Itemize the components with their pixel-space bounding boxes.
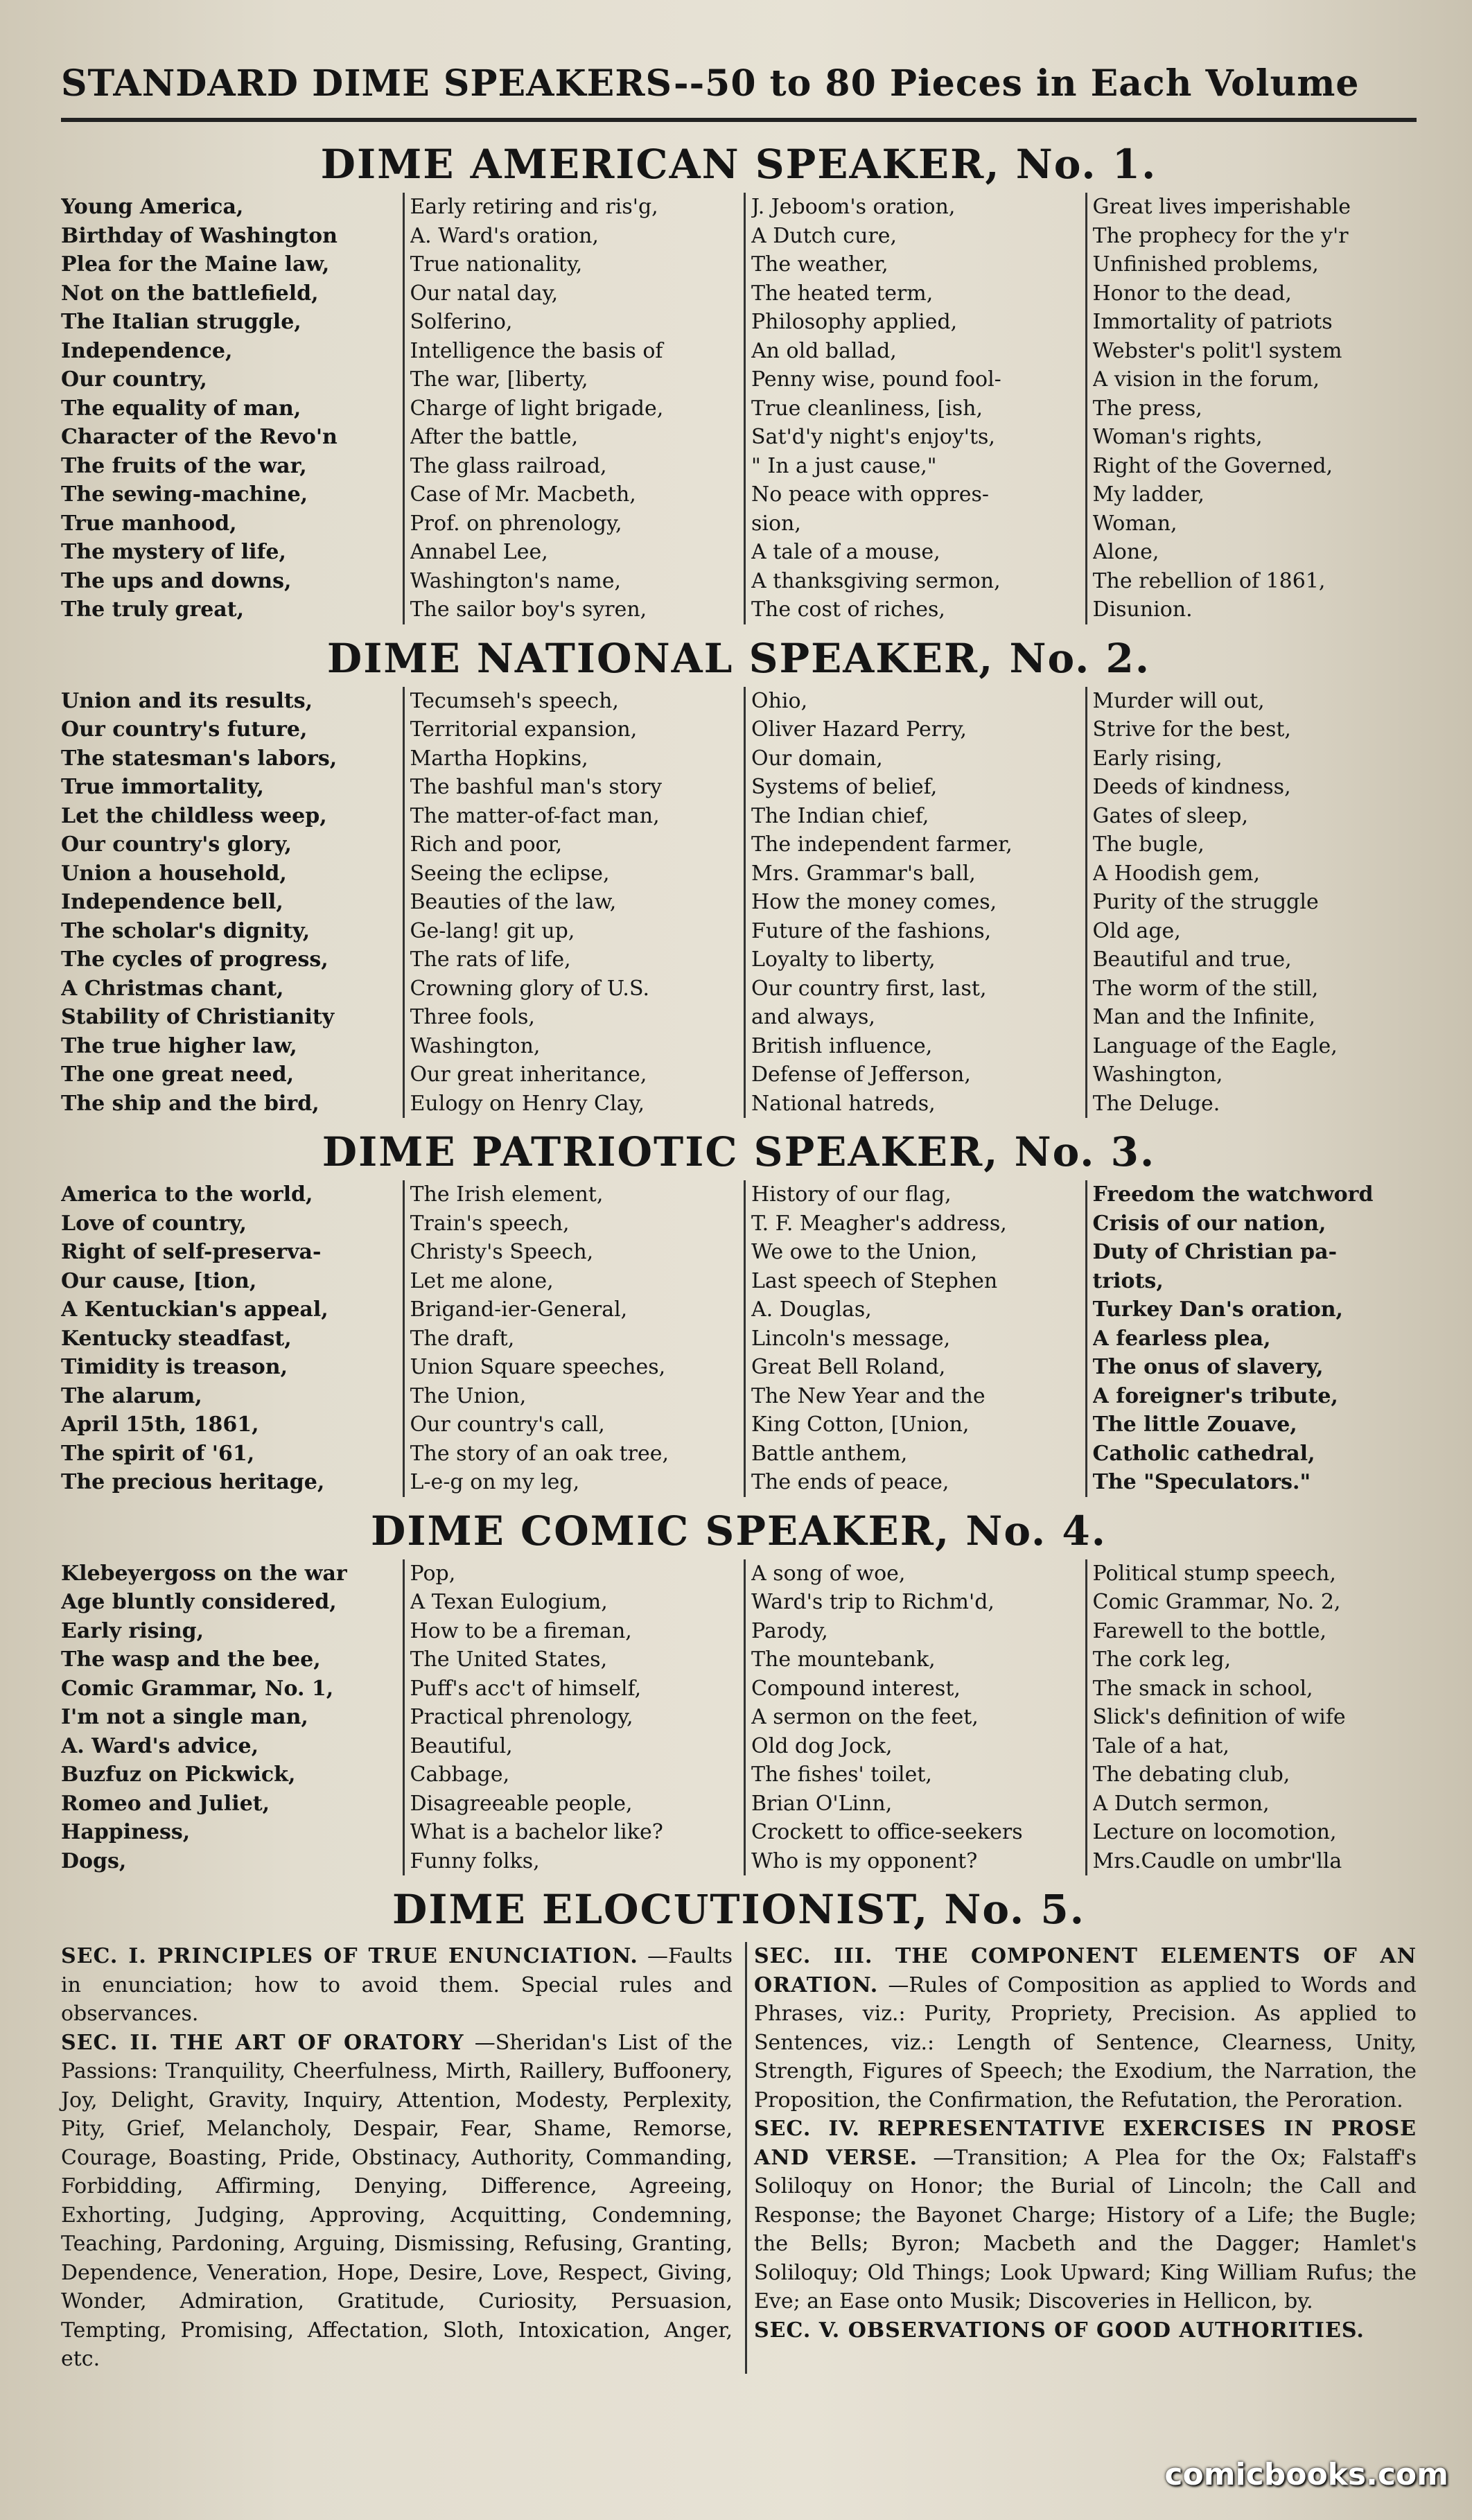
list-item: The one great need, [61,1062,295,1087]
list-item: Martha Hopkins, [410,746,588,771]
list-item: Future of the fashions, [751,918,992,943]
list-item: Eulogy on Henry Clay, [410,1091,645,1116]
list-item: The New Year and the [751,1383,985,1408]
list-item: True immortality, [61,775,264,799]
list-item: Systems of belief, [751,775,938,799]
list-item: The rats of life, [410,947,571,972]
list-item: Solferino, [410,310,513,334]
list-item: A thanksgiving sermon, [751,568,1001,593]
list-item: True manhood, [61,511,237,536]
list-item: Our country's glory, [61,832,292,857]
list-item: Sat'd'y night's enjoy'ts, [751,425,995,449]
list-item: Disagreeable people, [410,1791,633,1816]
list-item: Love of country, [61,1211,247,1236]
list-item: Philosophy applied, [751,310,958,334]
list-item: Right of self-preserva- [61,1240,322,1264]
list-item: A sermon on the feet, [751,1705,979,1729]
list-item: National hatreds, [751,1091,936,1116]
list-item: The story of an oak tree, [410,1441,669,1466]
list-item: The wasp and the bee, [61,1647,321,1672]
list-item: Webster's polit'l system [1092,338,1342,363]
list-item: The ups and downs, [61,568,292,593]
elocutionist-body [61,1942,1417,2374]
list-item: My ladder, [1092,482,1204,507]
list-item: The little Zouave, [1092,1412,1297,1437]
list-item: Practical phrenology, [410,1705,633,1729]
list-item: The alarum, [61,1383,202,1408]
list-item: Battle anthem, [751,1441,908,1466]
list-item: Right of the Governed, [1092,453,1333,478]
list-item: The scholar's dignity, [61,918,310,943]
list-item: Our country first, last, [751,976,987,1001]
list-item: Comic Grammar, No. 1, [61,1676,334,1701]
list-item: Funny folks, [410,1848,540,1873]
list-item: Seeing the eclipse, [410,861,610,886]
list-item: The cycles of progress, [61,947,328,972]
list-item: The independent farmer, [751,832,1013,857]
list-item: The sewing-machine, [61,482,308,507]
list-item: Woman's rights, [1092,425,1263,449]
list-item: Happiness, [61,1820,191,1844]
list-item: Train's speech, [410,1211,570,1236]
list-item: Old dog Jock, [751,1733,893,1758]
list-item: Turkey Dan's oration, [1092,1297,1343,1322]
list-item: Our natal day, [410,281,559,306]
list-item: Tecumseh's speech, [410,688,619,713]
elocutionist-title: DIME ELOCUTIONIST, No. 5. [392,1886,1085,1933]
list-item: Oliver Hazard Perry, [751,717,967,742]
list-item: The ends of peace, [751,1470,949,1494]
list-item: Klebeyergoss on the war [61,1561,347,1586]
section-columns [61,193,1417,624]
list-item: Let the childless weep, [61,803,327,828]
list-item: The cost of riches, [751,597,945,622]
list-item: Murder will out, [1092,688,1265,713]
list-item: Language of the Eagle, [1092,1033,1338,1058]
list-item: Prof. on phrenology, [410,511,622,536]
section-label: SEC. IV. REPRESENTATIVE EXERCISES IN PROSE AND VERSE. [754,2117,1417,2170]
list-item: Buzfuz on Pickwick, [61,1762,296,1787]
list-item: Puff's acc't of himself, [410,1676,642,1701]
list-item: Catholic cathedral, [1092,1441,1315,1466]
list-item: Territorial expansion, [410,717,638,742]
list-item: Man and the Infinite, [1092,1005,1316,1029]
list-item: Alone, [1092,540,1159,564]
list-item: Ge-lang! git up, [410,918,575,943]
section-column [744,193,1076,624]
list-item: Young America, [61,195,244,219]
section-title: DIME PATRIOTIC SPEAKER, No. 3. [322,1128,1156,1175]
elocutionist-paragraph [754,1942,1417,2115]
list-item: Crisis of our nation, [1092,1211,1326,1236]
list-item: The fishes' toilet, [751,1762,932,1787]
list-item: The true higher law, [61,1033,297,1058]
list-item: King Cotton, [Union, [751,1412,970,1437]
list-item: An old ballad, [751,338,897,363]
list-item: The United States, [410,1647,608,1672]
section-column [403,687,735,1119]
list-item: How the money comes, [751,890,997,914]
list-item: The draft, [410,1326,515,1351]
list-item: Stability of Christianity [61,1005,335,1029]
list-item: Not on the battlefield, [61,281,319,306]
list-item: Loyalty to liberty, [751,947,936,972]
list-item: The debating club, [1092,1762,1290,1787]
list-item: Birthday of Washington [61,223,338,248]
list-item: Early rising, [1092,746,1223,771]
list-item: A Dutch sermon, [1092,1791,1270,1816]
list-item: Washington's name, [410,568,622,593]
list-item: The weather, [751,252,888,277]
section-title: DIME AMERICAN SPEAKER, No. 1. [320,141,1157,188]
list-item: Duty of Christian pa- [1092,1240,1338,1264]
list-item: Unfinished problems, [1092,252,1319,277]
list-item: Case of Mr. Macbeth, [410,482,636,507]
list-item: Slick's definition of wife [1092,1705,1346,1729]
list-item: Farewell to the bottle, [1092,1618,1326,1643]
list-item: After the battle, [410,425,579,449]
elocutionist-paragraph [754,2316,1417,2345]
list-item: A Christmas chant, [61,976,284,1001]
section-column [744,1559,1076,1876]
list-item: Rich and poor, [410,832,563,857]
list-item: Freedom the watchword [1092,1182,1374,1207]
list-item: Independence, [61,338,233,363]
list-item: Political stump speech, [1092,1561,1336,1586]
list-item: Early retiring and ris'g, [410,195,658,219]
section-text: —Faults in enunciation; how to avoid them. Special rules and observances. [61,1944,733,2026]
section-label: SEC. V. OBSERVATIONS OF GOOD AUTHORITIES. [754,2318,1365,2343]
list-item: Tale of a hat, [1092,1733,1229,1758]
section-text: —Transition; A Plea for the Ox; Falstaff's Soliloquy on Honor; the Burial of Lincoln; the Call and Response; the Bayonet Charge; History of a Life; the Bugle; the Bells; Byron; Macbeth and the Dagger; Hamlet's Soliloquy; Old Things; Look Upward; King William Rufus; the Eve; an Ease onto Musik; Discoveries in Hellicon, by. [754,2145,1417,2313]
list-item: What is a bachelor like? [410,1820,663,1844]
list-item: Ward's trip to Richm'd, [751,1590,995,1614]
list-item: and always, [751,1005,875,1029]
list-item: The onus of slavery, [1092,1355,1324,1379]
section-label: SEC. III. THE COMPONENT ELEMENTS OF AN ORATION. [754,1944,1417,1997]
list-item: Dogs, [61,1848,127,1873]
list-item: Honor to the dead, [1092,281,1292,306]
list-item: The worm of the still, [1092,976,1319,1001]
list-item: History of our flag, [751,1182,952,1207]
section-title: DIME NATIONAL SPEAKER, No. 2. [326,634,1151,682]
list-item: Ohio, [751,688,808,713]
list-item: The prophecy for the y'r [1092,223,1349,248]
list-item: Pop, [410,1561,456,1586]
list-item: British influence, [751,1033,933,1058]
section-column [403,1559,735,1876]
list-item: Romeo and Juliet, [61,1791,270,1816]
section-column [61,1559,393,1876]
list-item: The cork leg, [1092,1647,1232,1672]
list-item: Last speech of Stephen [751,1268,998,1293]
list-item: America to the world, [61,1182,313,1207]
list-item: The Union, [410,1383,527,1408]
list-item: Intelligence the basis of [410,338,663,363]
speaker-sections [61,136,1417,1875]
list-item: The Italian struggle, [61,310,301,334]
list-item: How to be a fireman, [410,1618,632,1643]
list-item: Great Bell Roland, [751,1355,946,1379]
list-item: Old age, [1092,918,1181,943]
list-item: The press, [1092,396,1202,421]
list-item: Three fools, [410,1005,535,1029]
list-item: No peace with oppres- [751,482,990,507]
list-item: Immortality of patriots [1092,310,1333,334]
list-item: The rebellion of 1861, [1092,568,1326,593]
section-column [61,1180,393,1497]
list-item: Washington, [410,1033,541,1058]
list-item: A Texan Eulogium, [410,1590,608,1614]
list-item: Parody, [751,1618,828,1643]
list-item: Brigand-ier-General, [410,1297,628,1322]
list-item: A. Ward's advice, [61,1733,259,1758]
section-title: DIME COMIC SPEAKER, No. 4. [371,1507,1107,1555]
list-item: J. Jeboom's oration, [751,195,956,219]
list-item: Lecture on locomotion, [1092,1820,1337,1844]
list-item: Comic Grammar, No. 2, [1092,1590,1341,1614]
section-column [1085,193,1417,624]
list-item: Beautiful, [410,1733,513,1758]
list-item: Charge of light brigade, [410,396,664,421]
elocutionist-paragraph [61,1942,733,2029]
list-item: Mrs.Caudle on umbr'lla [1092,1848,1342,1873]
list-item: Beautiful and true, [1092,947,1292,972]
list-item: Our country's call, [410,1412,605,1437]
list-item: The Deluge. [1092,1091,1220,1116]
list-item: Christy's Speech, [410,1240,594,1264]
elocutionist-right-column [745,1942,1417,2374]
list-item: Mrs. Grammar's ball, [751,861,976,886]
section-column [1085,687,1417,1119]
elocutionist-left-column [61,1942,733,2374]
list-item: Purity of the struggle [1092,890,1319,914]
list-item: April 15th, 1861, [61,1412,259,1437]
list-item: Cabbage, [410,1762,510,1787]
watermark: comicbooks.com [1164,2457,1448,2492]
list-item: Beauties of the law, [410,890,617,914]
list-item: Union Square speeches, [410,1355,666,1379]
section-label: SEC. I. PRINCIPLES OF TRUE ENUNCIATION. [61,1944,638,1968]
section-columns [61,1559,1417,1876]
list-item: I'm not a single man, [61,1705,308,1729]
section-columns [61,687,1417,1119]
list-item: The sailor boy's syren, [410,597,647,622]
list-item: Crowning glory of U.S. [410,976,649,1001]
list-item: Woman, [1092,511,1177,536]
list-item: The bashful man's story [410,775,663,799]
list-item: Washington, [1092,1062,1223,1087]
list-item: True nationality, [410,252,583,277]
list-item: Great lives imperishable [1092,195,1351,219]
section-column [1085,1559,1417,1876]
list-item: Union and its results, [61,688,313,713]
section-columns [61,1180,1417,1497]
list-item: The equality of man, [61,396,301,421]
list-item: A fearless plea, [1092,1326,1271,1351]
list-item: A foreigner's tribute, [1092,1383,1338,1408]
list-item: A tale of a mouse, [751,540,940,564]
list-item: Early rising, [61,1618,204,1643]
list-item: A Dutch cure, [751,223,897,248]
list-item: Our great inheritance, [410,1062,647,1087]
list-item: Independence bell, [61,890,283,914]
list-item: A song of woe, [751,1561,906,1586]
list-item: Character of the Revo'n [61,425,338,449]
section-column [403,1180,735,1497]
list-item: The mystery of life, [61,540,286,564]
list-item: The spirit of '61, [61,1441,255,1466]
section-column [61,687,393,1119]
list-item: The fruits of the war, [61,453,307,478]
list-item: The heated term, [751,281,934,306]
section-column [744,687,1076,1119]
list-item: Our cause, [tion, [61,1268,257,1293]
list-item: The precious heritage, [61,1470,325,1494]
list-item: The mountebank, [751,1647,936,1672]
list-item: Age bluntly considered, [61,1590,337,1614]
list-item: The statesman's labors, [61,746,338,771]
list-item: Our domain, [751,746,883,771]
list-item: The bugle, [1092,832,1204,857]
list-item: Disunion. [1092,597,1193,622]
list-item: Timidity is treason, [61,1355,288,1379]
list-item: A Hoodish gem, [1092,861,1260,886]
list-item: Kentucky steadfast, [61,1326,292,1351]
section-text: —Rules of Composition as applied to Words and Phrases, viz.: Purity, Propriety, Precision. As applied to Sentences, viz.: Length of Sentence, Clearness, Unity, Strength, Figures of Speech; the Exodium, the Narration, the Proposition, the Confirmation, the Refutation, the Peroration. [754,1972,1417,2112]
list-item: The "Speculators." [1092,1470,1311,1494]
section-column [403,193,735,624]
list-item: Plea for the Maine law, [61,252,330,277]
section-text: —Sheridan's List of the Passions: Tranquility, Cheerfulness, Mirth, Raillery, Buffoonery, Joy, Delight, Gravity, Inquiry, Attention, Modesty, Perplexity, Pity, Grief, Melancholy, Despair, Fear, Shame, Remorse, Courage, Boasting, Pride, Obstinacy, Authority, Commanding, Forbidding, Affirming, Denying, Difference, Agreeing, Exhorting, Judging, Approving, Acquitting, Condemning, Teaching, Pardoning, Arguing, Dismissing, Refusing, Granting, Dependence, Veneration, Hope, Desire, Love, Respect, Giving, Wonder, Admiration, Gratitude, Curiosity, Persuasion, Tempting, Promising, Affectation, Sloth, Intoxication, Anger, etc. [61,2030,733,2371]
list-item: Who is my opponent? [751,1848,978,1873]
list-item: sion, [751,511,801,536]
list-item: The Irish element, [410,1182,604,1207]
list-item: Deeds of kindness, [1092,775,1291,799]
list-item: Brian O'Linn, [751,1791,893,1816]
list-item: The ship and the bird, [61,1091,319,1116]
list-item: A vision in the forum, [1092,367,1320,392]
section-column [1085,1180,1417,1497]
list-item: A. Douglas, [751,1297,872,1322]
section-label: SEC. II. THE ART OF ORATORY [61,2030,464,2055]
list-item: T. F. Meagher's address, [751,1211,1007,1236]
list-item: triots, [1092,1268,1164,1293]
list-item: Defense of Jefferson, [751,1062,971,1087]
list-item: " In a just cause," [751,453,937,478]
list-item: Our country's future, [61,717,308,742]
list-item: Annabel Lee, [410,540,548,564]
section-column [744,1180,1076,1497]
list-item: Let me alone, [410,1268,554,1293]
list-item: Crockett to office-seekers [751,1820,1023,1844]
list-item: Union a household, [61,861,287,886]
list-item: The war, [liberty, [410,367,588,392]
list-item: Penny wise, pound fool- [751,367,1001,392]
list-item: The smack in school, [1092,1676,1313,1701]
list-item: The matter-of-fact man, [410,803,660,828]
page-header: STANDARD DIME SPEAKERS--50 to 80 Pieces in Each Volume [61,62,1417,122]
elocutionist-paragraph [754,2115,1417,2316]
list-item: Lincoln's message, [751,1326,951,1351]
list-item: The Indian chief, [751,803,929,828]
list-item: Our country, [61,367,207,392]
list-item: A Kentuckian's appeal, [61,1297,328,1322]
list-item: Compound interest, [751,1676,961,1701]
section-column [61,193,393,624]
list-item: Gates of sleep, [1092,803,1249,828]
list-item: We owe to the Union, [751,1240,978,1264]
list-item: The glass railroad, [410,453,607,478]
list-item: Strive for the best, [1092,717,1291,742]
list-item: The truly great, [61,597,245,622]
elocutionist-paragraph [61,2029,733,2374]
list-item: True cleanliness, [ish, [751,396,983,421]
list-item: L-e-g on my leg, [410,1470,580,1494]
list-item: A. Ward's oration, [410,223,599,248]
